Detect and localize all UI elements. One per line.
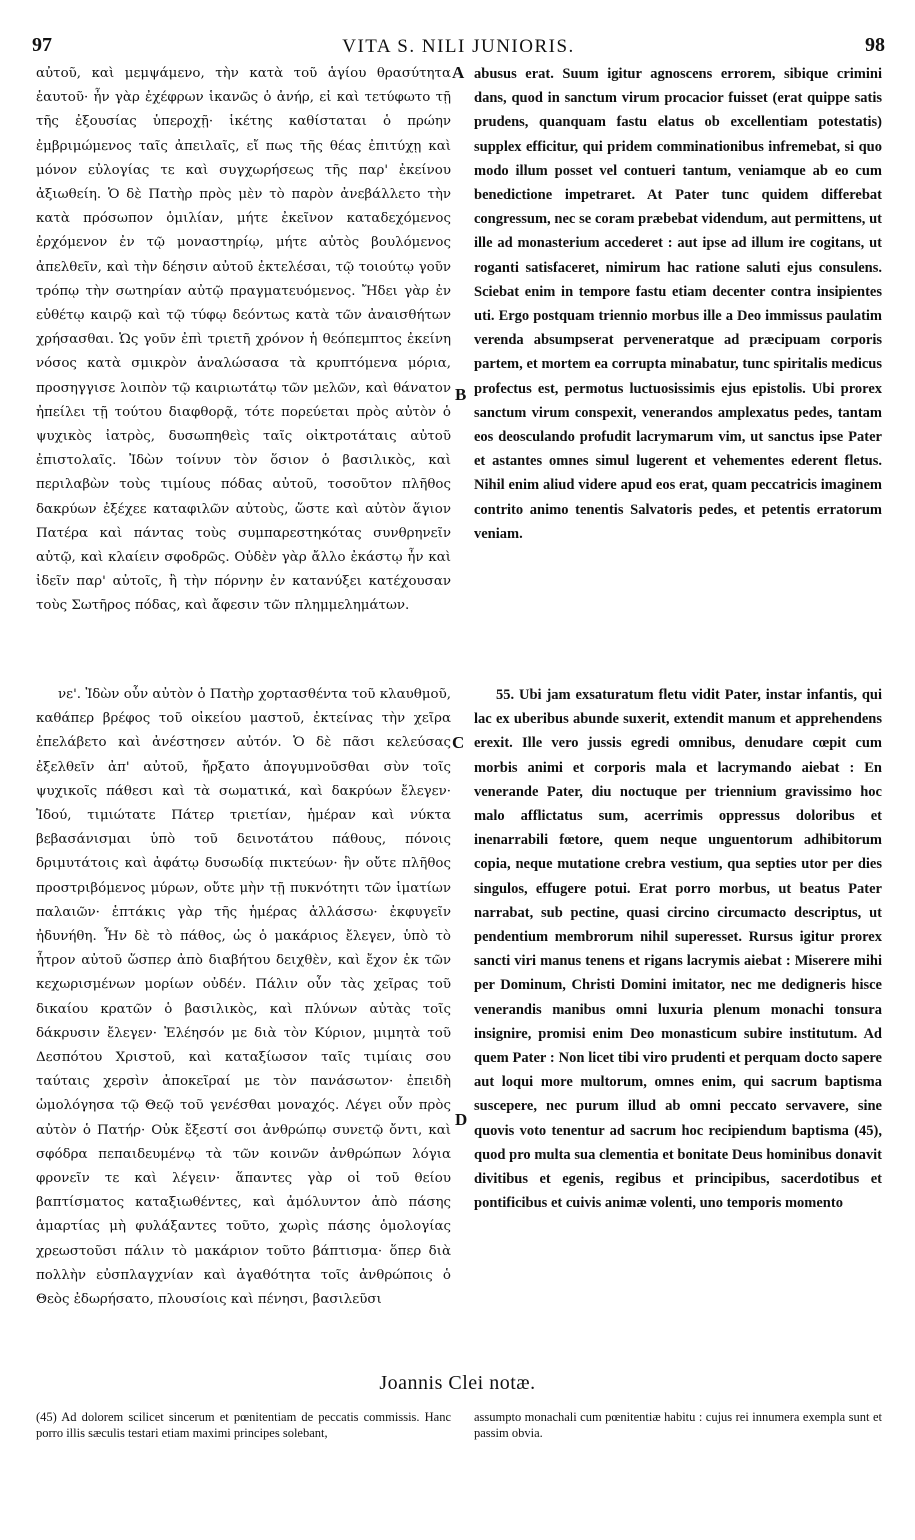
section-marker-d: D bbox=[455, 1110, 468, 1129]
latin-paragraph: 55. Ubi jam exsaturatum fletu vidit Pater, instar infantis, qui lac ex uberibus abunde suxerit, extendit manum et apprehendens erexit. Ille vero jussis egredi omnibus, denudare cœpit cum morbis animi et corporis mala et lacrymando aiebat : En venerande Pater, diu noctuque per triennium gravissimo hoc malo afflictatus sum, acerrimis oppressus doloribus et inenarrabili fœtore, quem neque unguentorum adhibitorum copia, neque mutatione crebra vestium, qua septies utor per dies singulos, effugere potui. Erat porro morbus, ut beatus Pater narrabat, sub pectine, quasi circino circumacto descriptus, ut pendentium membrorum nihil superesset. Rursus igitur prorex sancti viri manus tenens et rigans lacrymis aiebat : Miserere mihi per Dominum, Christi Domini imitator, nec me dedigneris hisce venerandis manibus omni luxuria plenum monachi tonsura insignire, promisi enim Deo monasticum subire institutum. Ad quem Pater : Non licet tibi viro prudenti et perquam docto sapere aut loqui more multorum, omnes enim, qui sacrum baptisma suscepere, nec purum illud ab omni peccato servavere, sine quovis voto tenentur ad sacrum hoc recipiendum baptisma (45), quod pro multa sua clementia et bonitate Deus hominibus donavit divitibus et egenis, regibus et principibus, sacerdotibus et pontificibus et cuivis animæ volenti, uno temporis momento bbox=[474, 687, 882, 1212]
section-marker-b: B bbox=[455, 385, 467, 404]
latin-paragraph: abusus erat. Suum igitur agnoscens errorem, sibique crimini dans, quod in sanctum virum procacior fuisset (erat quippe satis prudens, quanquam fastu elatus ob excellentiam potestatis) supplex efficitur, qui pridem comminationibus infremebat, si quo modo illum posset vel contueri tantum, veniamque ab eo cum benedictione impetraret. At Pater tunc quidem differebat congressum, nec se coram præbebat videndum, aut permittens, ut ille ad monasterium accederet : aut ipse ad illum ire cogitans, ut roganti satisfaceret, nimirum hac ratione saluti ejus consulens. Sciebat enim in tempore fastu etiam decenter contra insipientes uti. Ergo postquam triennio morbus ille a Deo immissus paulatim verenda absumpserat perveneratque ad præcipuam corporis partem, et mortem ea corrupta minabatur, tunc spiritalis medicus profectus est, permotus luctuosissimis ejus epistolis. Ubi prorex sanctum virum conspexit, venerandos amplexatus pedes, tantam eos deosculando profudit lacrymarum vim, ut sanctus ipse Pater et astantes omnes simul lugerent et vehementes ederent fletus. Nihil enim aliud videre apud eos erat, quam peccatricis imaginem contrito animo tenentis Salvatoris pedes, et petentis erratorum veniam. bbox=[474, 66, 882, 542]
greek-paragraph: αὐτοῦ, καὶ μεμψάμενο, τὴν κατὰ τοῦ ἁγίου θρασύτητα ἑαυτοῦ· ἦν γὰρ ἐχέφρων ἱκανῶς ὁ ἀνήρ, εἰ καὶ τετύφωτο τῇ τῆς ἐξουσίας ὑπεροχῇ· ἱκέτης καθίσταται ὁ πρώην ἐμβριμώμενος ταῖς ἀπειλαῖς, εἴ πως τῆς θέας ἐπιτύχῃ καὶ μόνον εὐλογίας τε καὶ συγχωρήσεως τῆς παρ' ἐκείνου ἀξιωθείη. Ὁ δὲ Πατὴρ πρὸς μὲν τὸ παρὸν ἀνεβάλλετο τὴν κατὰ πρόσωπον ὁμιλίαν, μήτε ἐκεῖνον καταδεχόμενος ἐρχόμενον ἐν τῷ μοναστηρίῳ, μήτε αὐτὸς βουλόμενος ἀπελθεῖν, καὶ τὴν δέησιν αὐτοῦ ἐκτελέσαι, τῷ τοιούτῳ γοῦν τρόπῳ τὴν σωτηρίαν αὐτῷ πραγματευόμενος. Ἤδει γὰρ ἐν εὐθέτῳ καιρῷ καὶ τῷ τύφῳ δεόντως κατὰ τῶν ἀναισθήτων χρήσασθαι. Ὡς γοῦν ἐπὶ τριετῆ χρόνον ἡ θεόπεμπτος ἐκείνη νόσος κατὰ σμικρὸν ἀναλώσασα τὰ κρυπτόμενα μόρια, προσηγγισε λοιπὸν τῷ καιριωτάτῳ τῶν μελῶν, καὶ θάνατον ἠπείλει τῇ τούτου διαφθορᾷ, τότε πορεύεται πρὸς αὐτὸν ὁ ψυχικὸς ἰατρὸς, δυσωπηθεὶς ταῖς οἰκτροτάταις αὐτοῦ ἐπιστολαῖς. Ἰδὼν τοίνυν τὸν ὅσιον ὁ βασιλικὸς, καὶ περιλαβὼν τοὺς τιμίους πόδας αὐτοῦ, τοσοῦτον πλῆθος δακρύων ἐξέχεε καταφιλῶν αὐτοὺς, ὥστε καὶ αὐτὸν ἅγιον Πατέρα καὶ πάντας τοὺς συμπαρεστηκότας συνθρηνεῖν αὐτῷ, καὶ κλαίειν σφοδρῶς. Οὐδὲν γὰρ ἄλλο ἐκάστῳ ἦν καὶ ἰδεῖν παρ' αὐτοῖς, ἢ τὴν πόρνην ἐν κατανύξει κατέχουσαν τοὺς Σωτῆρος πόδας, καὶ ἄφεσιν τῶν πλημμελημάτων. bbox=[36, 66, 451, 614]
running-title: VITA S. NILI JUNIORIS. bbox=[342, 36, 575, 57]
footnote-right: assumpto monachali cum pœnitentiæ habitu : cujus rei innumera exempla sunt et passim obvia. bbox=[474, 1410, 882, 1440]
greek-column-bottom bbox=[36, 683, 451, 1312]
page-number-left: 97 bbox=[32, 34, 52, 56]
greek-paragraph: νε'. Ἰδὼν οὖν αὐτὸν ὁ Πατὴρ χορτασθέντα τοῦ κλαυθμοῦ, καθάπερ βρέφος τοῦ οἰκείου μαστοῦ, ἐκτείνας τὴν χεῖρα ἐπελάβετο καὶ ἀνέστησεν αὐτόν. Ὁ δὲ πᾶσι κελεύσας ἐξελθεῖν ἀπ' αὐτοῦ, ἤρξατο ἀπογυμνοῦσθαι σὺν τοῖς ψυχικοῖς πάθεσι καὶ τὰ σωματικά, καὶ δακρύων ἔλεγεν· Ἰδού, τιμιώτατε Πάτερ τριετίαν, ἡμέραν καὶ νύκτα βεβασάνισμαι ὑπὸ τοῦ δεινοτάτου πάθους, πόνοις δριμυτάτοις καὶ ἀφάτῳ δυσωδίᾳ πικτεύων· ἣν οὔτε πλῆθος προστριβόμενος μύρων, οὔτε μὴν τῇ πυκνότητι τῶν ἱματίων παλαιῶν· ἑπτάκις γὰρ τῆς ἡμέρας ἀλλάσσω· ἐκφυγεῖν ἠδυνήθη. Ἦν δὲ τὸ πάθος, ὡς ὁ μακάριος ἔλεγεν, ὑπὸ τὸ ἦτρον αὐτοῦ ὥσπερ ἀπὸ διαβήτου δειχθὲν, καὶ ἔχον ἐκ τῶν κεχωρισμένων μορίων οὐδέν. Πάλιν οὖν τὰς χεῖρας τοῦ δικαίου κρατῶν ὁ βασιλικὸς, καὶ πλύνων αὐτὰς τοῖς δάκρυσιν ἔλεγεν· Ἐλέησόν με διὰ τὸν Κύριον, μιμητὰ τοῦ Δεσπότου Χριστοῦ, καὶ καταξίωσον ταῖς τιμίαις σου ταύταις χερσὶν ἀποκεῖραί με τὸν πανάσωτον· ἐπειδὴ ὡμολόγησα τῷ Θεῷ τοῦ γενέσθαι μοναχός. Λέγει οὖν πρὸς αὐτὸν ὁ Πατήρ· Οὐκ ἔξεστί σοι ἀνθρώπῳ συνετῷ ὄντι, καὶ σφόδρα πεπαιδευμένῳ τὰ τῶν κοινῶν ἀνθρώπων λόγια φρονεῖν τε καὶ λέγειν· ἅπαντες γὰρ οἱ τοῦ θείου βαπτίσματος καταξιωθέντες, καὶ ἀμόλυντον ἀπὸ πάσης ἁμαρτίας μὴ φυλάξαντες τοῦτο, χωρὶς πάσης ὁμολογίας χρεωστοῦσι πάλιν τὸ μακάριον τοῦτο βάπτισμα· ὅπερ διὰ πολλὴν εὐσπλαγχνίαν καὶ ἀγαθότητα τοῖς ἀνθρώποις ὁ Θεὸς ἐδωρήσατο, πλουσίοις καὶ πένησι, βασιλεῦσι bbox=[36, 687, 451, 1308]
footnote-left: (45) Ad dolorem scilicet sincerum et pœnitentiam de peccatis commissis. Hanc porro illis sæculis testari etiam maximi principes solebant, bbox=[36, 1410, 451, 1440]
notes-heading: Joannis Clei notæ. bbox=[379, 1372, 536, 1394]
latin-column-bottom bbox=[474, 683, 882, 1215]
greek-column-top bbox=[36, 62, 451, 619]
page-number-right: 98 bbox=[865, 34, 885, 56]
section-marker-a: A bbox=[452, 63, 465, 82]
section-marker-c: C bbox=[452, 733, 465, 752]
latin-column-top bbox=[474, 62, 882, 546]
running-header bbox=[32, 34, 885, 60]
